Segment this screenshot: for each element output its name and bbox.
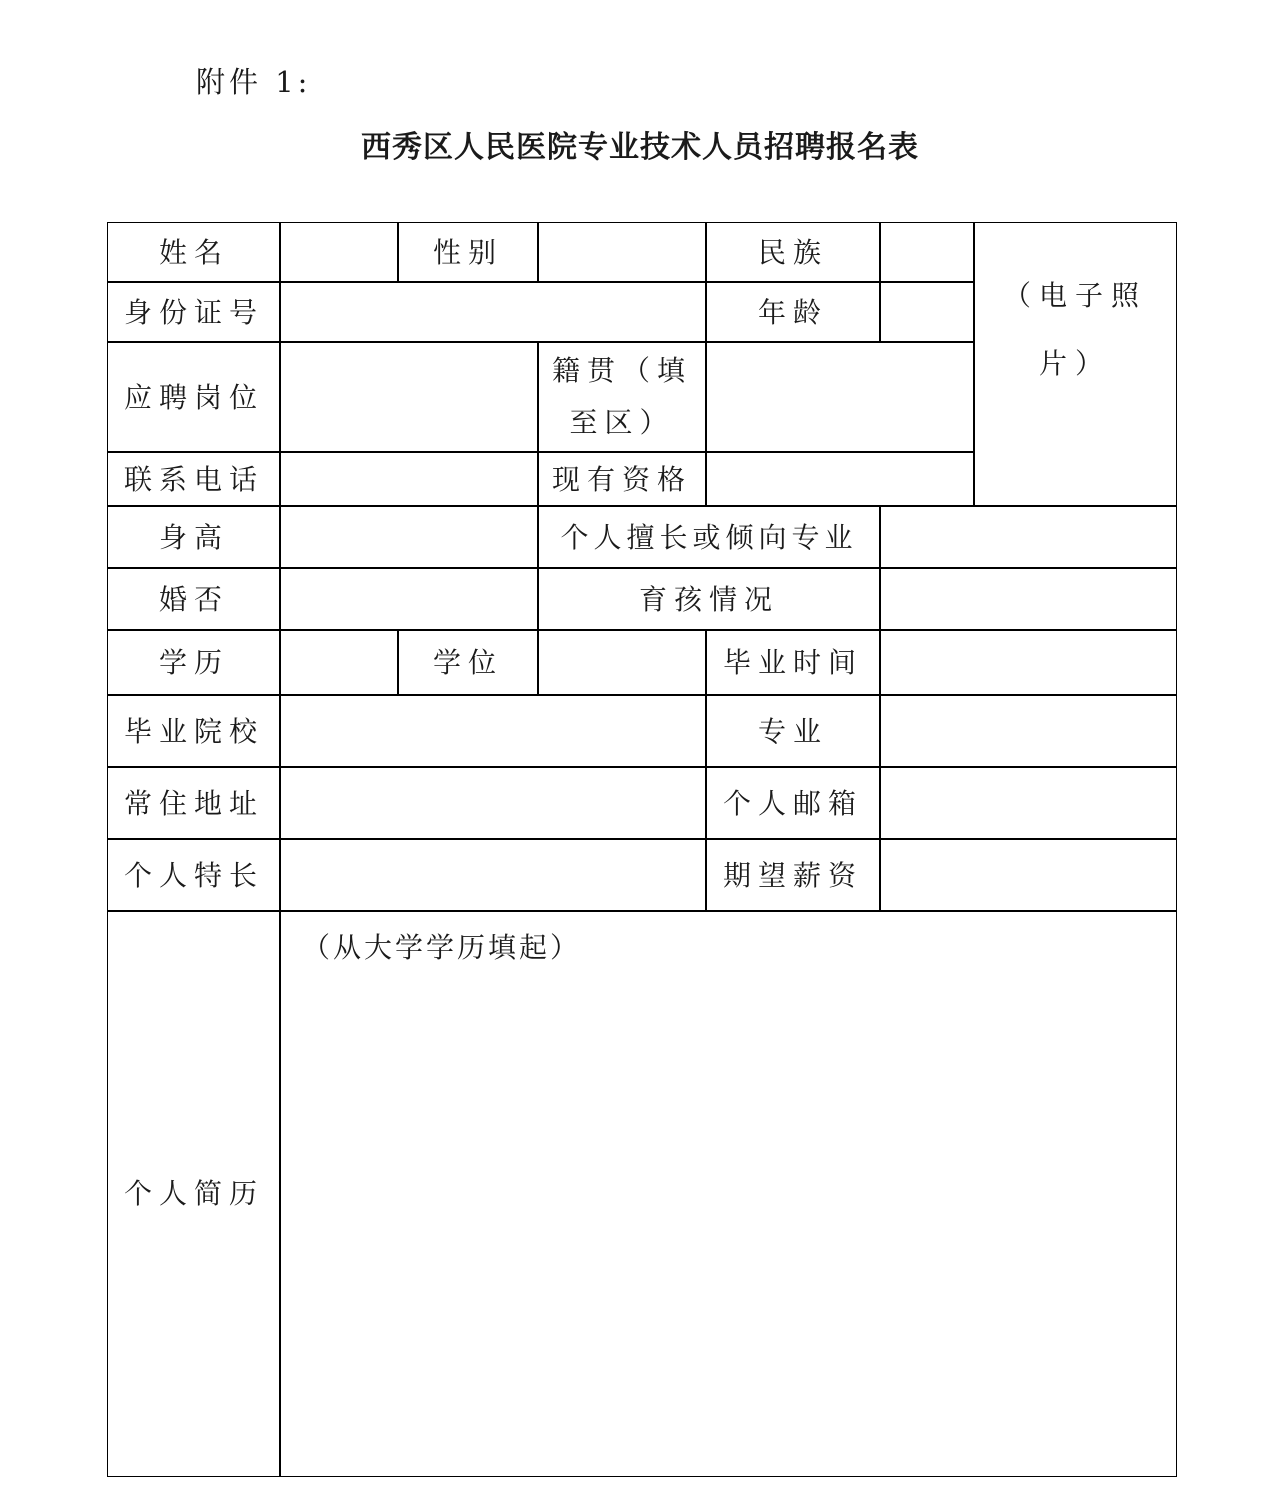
height-label: 身高 — [107, 505, 281, 569]
salary-label: 期望薪资 — [705, 838, 881, 912]
marital-field[interactable] — [279, 567, 539, 631]
position-label: 应聘岗位 — [107, 341, 281, 453]
name-field[interactable] — [279, 222, 399, 283]
email-label: 个人邮箱 — [705, 766, 881, 840]
photo-hint: （电子照片） — [1002, 279, 1147, 380]
age-field[interactable] — [879, 281, 975, 343]
address-field[interactable] — [279, 766, 707, 840]
resume-label: 个人简历 — [107, 910, 281, 1477]
native-place-label-text: 籍贯（填至区） — [551, 354, 692, 439]
marital-label: 婚否 — [107, 567, 281, 631]
form-title: 西秀区人民医院专业技术人员招聘报名表 — [361, 130, 919, 165]
gender-label: 性别 — [397, 222, 539, 283]
education-label: 学历 — [107, 629, 281, 696]
qualification-label: 现有资格 — [537, 451, 707, 507]
ethnicity-field[interactable] — [879, 222, 975, 283]
photo-box[interactable] — [973, 222, 1177, 507]
major-field[interactable] — [879, 694, 1177, 768]
email-field[interactable] — [879, 766, 1177, 840]
salary-field[interactable] — [879, 838, 1177, 912]
native-place-field[interactable] — [705, 341, 975, 453]
school-field[interactable] — [279, 694, 707, 768]
education-field[interactable] — [279, 629, 399, 696]
phone-field[interactable] — [279, 451, 539, 507]
talent-label: 个人特长 — [107, 838, 281, 912]
children-field[interactable] — [879, 567, 1177, 631]
address-label: 常住地址 — [107, 766, 281, 840]
degree-field[interactable] — [537, 629, 707, 696]
name-label: 姓名 — [107, 222, 281, 283]
registration-form — [107, 222, 1177, 1477]
school-label: 毕业院校 — [107, 694, 281, 768]
native-place-label — [537, 341, 707, 453]
id-number-field[interactable] — [279, 281, 707, 343]
specialty-field[interactable] — [879, 505, 1177, 569]
id-number-label: 身份证号 — [107, 281, 281, 343]
children-label: 育孩情况 — [537, 567, 881, 631]
height-field[interactable] — [279, 505, 539, 569]
age-label: 年龄 — [705, 281, 881, 343]
qualification-field[interactable] — [705, 451, 975, 507]
resume-hint: （从大学学历填起） — [302, 931, 582, 964]
phone-label: 联系电话 — [107, 451, 281, 507]
talent-field[interactable] — [279, 838, 707, 912]
specialty-label: 个人擅长或倾向专业 — [537, 505, 881, 569]
resume-field[interactable] — [279, 910, 1177, 1477]
major-label: 专业 — [705, 694, 881, 768]
graduation-time-label: 毕业时间 — [705, 629, 881, 696]
degree-label: 学位 — [397, 629, 539, 696]
graduation-time-field[interactable] — [879, 629, 1177, 696]
position-field[interactable] — [279, 341, 539, 453]
gender-field[interactable] — [537, 222, 707, 283]
attachment-label: 附件 1: — [196, 65, 312, 99]
ethnicity-label: 民族 — [705, 222, 881, 283]
